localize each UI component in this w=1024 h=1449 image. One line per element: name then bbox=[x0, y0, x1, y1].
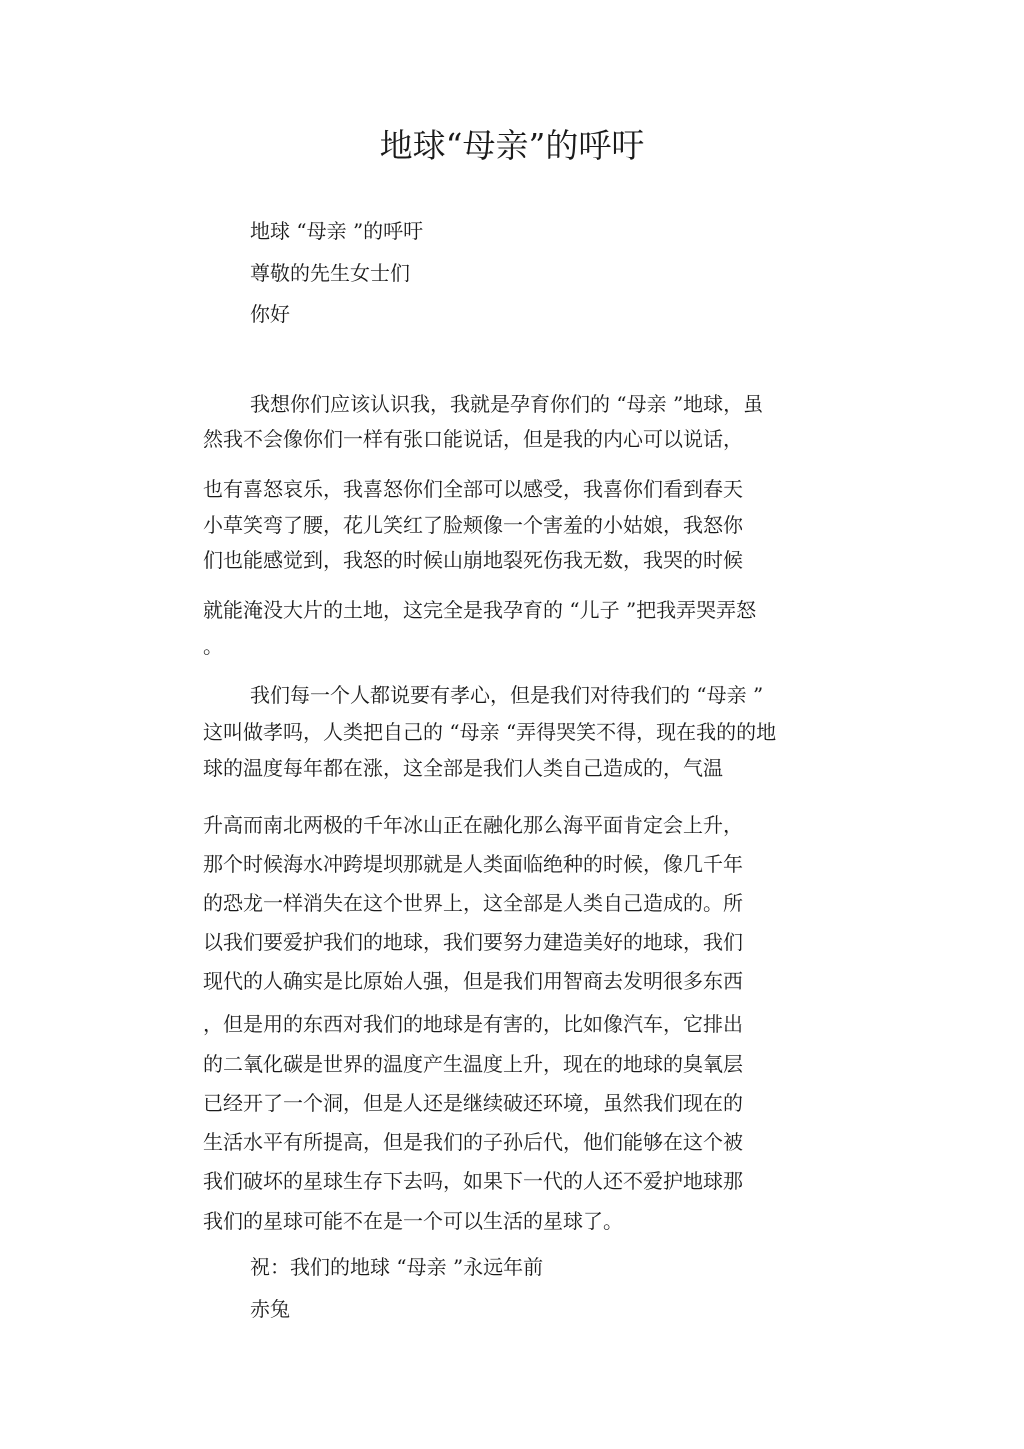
paragraph-2-line: 的恐龙一样消失在这个世界上，这全部是人类自己造成的。所 bbox=[203, 891, 743, 915]
paragraph-1-line: 也有喜怒哀乐，我喜怒你们全部可以感受，我喜你们看到春天 bbox=[203, 477, 743, 501]
paragraph-2-line: 现代的人确实是比原始人强，但是我们用智商去发明很多东西 bbox=[203, 969, 743, 993]
paragraph-2-line: 升高而南北两极的千年冰山正在融化那么海平面肯定会上升， bbox=[203, 813, 743, 837]
paragraph-2-line: 我们的星球可能不在是一个可以生活的星球了。 bbox=[203, 1209, 623, 1233]
paragraph-2-line: ，但是用的东西对我们的地球是有害的，比如像汽车，它排出 bbox=[203, 1012, 743, 1036]
paragraph-2-line: 的二氧化碳是世界的温度产生温度上升，现在的地球的臭氧层 bbox=[203, 1052, 743, 1076]
paragraph-1-line: 就能淹没大片的土地，这完全是我孕育的 “儿子 ”把我弄哭弄怒 bbox=[203, 598, 757, 622]
signature: 赤兔 bbox=[250, 1297, 290, 1321]
paragraph-2-line: 已经开了一个洞，但是人还是继续破还环境，虽然我们现在的 bbox=[203, 1091, 743, 1115]
greeting-line: 你好 bbox=[250, 302, 290, 326]
closing-line: 祝：我们的地球 “母亲 ”永远年前 bbox=[250, 1255, 544, 1279]
paragraph-1-line: 。 bbox=[203, 634, 223, 658]
paragraph-2-line: 我们破坏的星球生存下去吗，如果下一代的人还不爱护地球那 bbox=[203, 1169, 743, 1193]
paragraph-2-line: 那个时候海水冲跨堤坝那就是人类面临绝种的时候，像几千年 bbox=[203, 852, 743, 876]
paragraph-1-line: 小草笑弯了腰，花儿笑红了脸颊像一个害羞的小姑娘，我怒你 bbox=[203, 513, 743, 537]
paragraph-1-line: 我想你们应该认识我，我就是孕育你们的 “母亲 ”地球，虽 bbox=[250, 392, 764, 416]
paragraph-2-line: 球的温度每年都在涨，这全部是我们人类自己造成的，气温 bbox=[203, 756, 723, 780]
paragraph-2-line: 我们每一个人都说要有孝心，但是我们对待我们的 “母亲 ” bbox=[250, 683, 764, 707]
salutation-line: 尊敬的先生女士们 bbox=[250, 261, 410, 285]
header-line: 地球 “母亲 ”的呼吁 bbox=[250, 219, 424, 243]
paragraph-1-line: 然我不会像你们一样有张口能说话，但是我的内心可以说话， bbox=[203, 427, 743, 451]
paragraph-1-line: 们也能感觉到，我怒的时候山崩地裂死伤我无数，我哭的时候 bbox=[203, 548, 743, 572]
paragraph-2-line: 这叫做孝吗，人类把自己的 “母亲 “弄得哭笑不得，现在我的的地 bbox=[203, 720, 777, 744]
document-title: 地球“母亲”的呼吁 bbox=[379, 126, 645, 165]
paragraph-2-line: 以我们要爱护我们的地球，我们要努力建造美好的地球，我们 bbox=[203, 930, 743, 954]
paragraph-2-line: 生活水平有所提高，但是我们的子孙后代，他们能够在这个被 bbox=[203, 1130, 743, 1154]
